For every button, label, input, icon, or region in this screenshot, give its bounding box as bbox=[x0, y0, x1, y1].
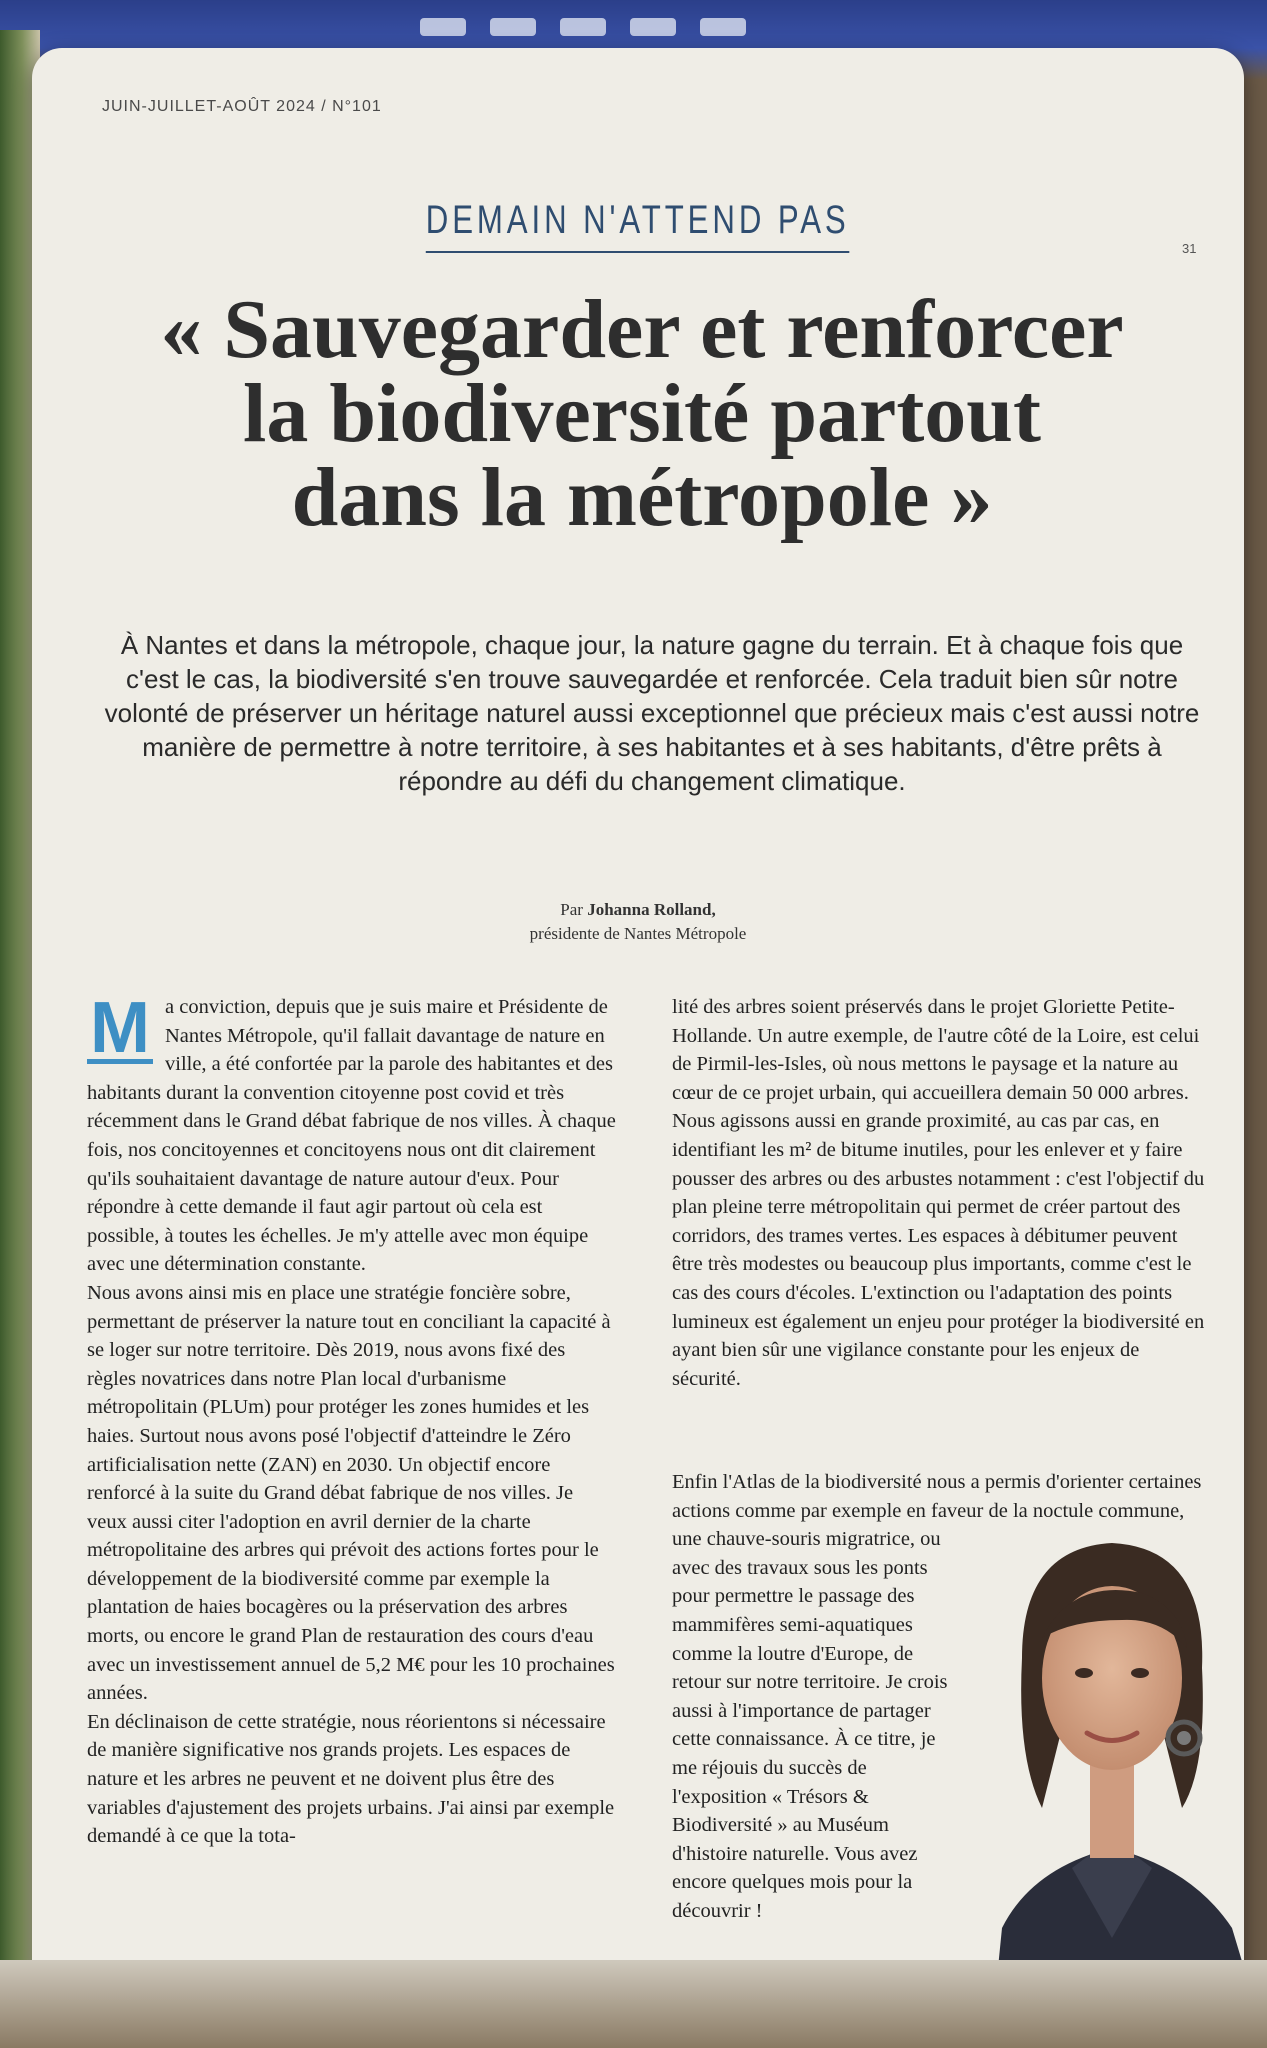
title-line: « Sauvegarder et renforcer bbox=[160, 283, 1124, 376]
title-line: la biodiversité partout bbox=[243, 367, 1041, 460]
body-paragraph: lité des arbres soient préservés dans le projet Gloriette Petite-Hollande. Un autre exemple, de l'autre côté de la Loire, est celui de Pirmil-les-Isles, où nous mettons le paysage et la nature au cœur de ce projet urbain, qui accueillera demain 50 000 arbres. bbox=[672, 996, 1200, 1104]
author-portrait bbox=[962, 1508, 1262, 2028]
body-paragraph: Enfin l'Atlas de la biodiversité nous a permis d'orienter certaines actions comme par exemple en faveur de la noctule commune, une chauve-souris migratrice, ou avec des travaux sous les ponts pour permettre le passage des mammifères semi-aquatiques comme la loutre d'Europe, de retour sur notre territoire. Je crois aussi à l'importance de partager cette connaissance. À ce titre, je me réjouis du succès de l'exposition « Trésors & Biodiversité » au Muséum d'histoire naturelle. Vous avez encore quelques mois pour la découvrir ! bbox=[672, 1471, 1202, 1922]
section-kicker bbox=[32, 198, 1244, 253]
issue-label: JUIN-JUILLET-AOÛT 2024 / N°101 bbox=[102, 98, 382, 115]
title-line: dans la métropole » bbox=[291, 451, 993, 544]
byline bbox=[32, 898, 1244, 946]
page-number: 31 bbox=[1182, 241, 1197, 256]
byline-author: Johanna Rolland, bbox=[587, 900, 716, 919]
body-paragraph: En déclinaison de cette stratégie, nous réorientons si nécessaire de manière significative nos grands projets. Les espaces de nature et les arbres ne peuvent et ne doivent plus être des variables d'ajustement des projets urbains. J'ai ainsi par exemple demandé à ce que la tota- bbox=[87, 1710, 615, 1848]
byline-role: présidente de Nantes Métropole bbox=[529, 924, 747, 943]
table-surface bbox=[0, 1960, 1267, 2048]
body-column-left bbox=[87, 988, 617, 1851]
article-lead: À Nantes et dans la métropole, chaque jour, la nature gagne du terrain. Et à chaque fois que c'est le cas, la biodiversité s'en trouve sauvegardée et renforcée. Cela traduit bien sûr notre volonté de préserver un héritage naturel aussi exceptionnel que précieux mais c'est aussi notre manière de permettre à notre territoire, à ses habitantes et à ses habitants, d'être prêts à répondre au défi du changement climatique. bbox=[104, 630, 1200, 796]
byline-prefix: Par bbox=[560, 900, 583, 919]
section-kicker-text: DEMAIN N'ATTEND PAS bbox=[426, 198, 850, 253]
body-paragraph: Nous agissons aussi en grande proximité, au cas par cas, en identifiant les m² de bitume inutiles, pour les enlever et y faire pousser des arbres ou des arbustes notamment : c'est l'objectif du plan pleine terre métropolitain qui permet de créer partout des corridors, des trames vertes. Les espaces à débitumer peuvent être très modestes ou beaucoup plus importants, comme c'est le cas des cours d'écoles. L'extinction ou l'adaptation des points lumineux est également un enjeu pour protéger la biodiversité en ayant bien sûr une vigilance constante pour les enjeux de sécurité. bbox=[672, 1110, 1205, 1390]
dropcap: M bbox=[87, 997, 153, 1064]
magazine-page bbox=[32, 48, 1244, 1978]
body-paragraph: Nous avons ainsi mis en place une stratégie foncière sobre, permettant de préserver la nature tout en conciliant la capacité à se loger sur notre territoire. Dès 2019, nous avons fixé des règles novatrices dans notre Plan local d'urbanisme métropolitain (PLUm) pour protéger les zones humides et les haies. Surtout nous avons posé l'objectif d'atteindre le Zéro artificialisation nette (ZAN) en 2030. Un objectif encore renforcé à la suite du Grand débat fabrique de nos villes. Je veux aussi citer l'adoption en avril dernier de la charte métropolitaine des arbres qui prévoit des actions fortes pour le développement de la biodiversité comme par exemple la plantation de haies bocagères ou la préservation des arbres morts, ou encore le grand Plan de restauration des cours d'eau avec un investissement annuel de 5,2 M€ pour les 10 prochaines années. bbox=[87, 1281, 615, 1705]
article-title bbox=[92, 283, 1192, 544]
body-paragraph: a conviction, depuis que je suis maire et Présidente de Nantes Métropole, qu'il fallait davantage de nature en ville, a été confortée par la parole des habitantes et des habitants durant la convention citoyenne post covid et très récemment dans le Grand débat fabrique de nos villes. À chaque fois, nos concitoyennes et concitoyens nous ont dit clairement qu'ils souhaitaient davantage de nature autour d'eux. Pour répondre à cette demande il faut agir partout où cela est possible, à toutes les échelles. Je m'y attelle avec mon équipe avec une détermination constante. bbox=[87, 996, 616, 1276]
